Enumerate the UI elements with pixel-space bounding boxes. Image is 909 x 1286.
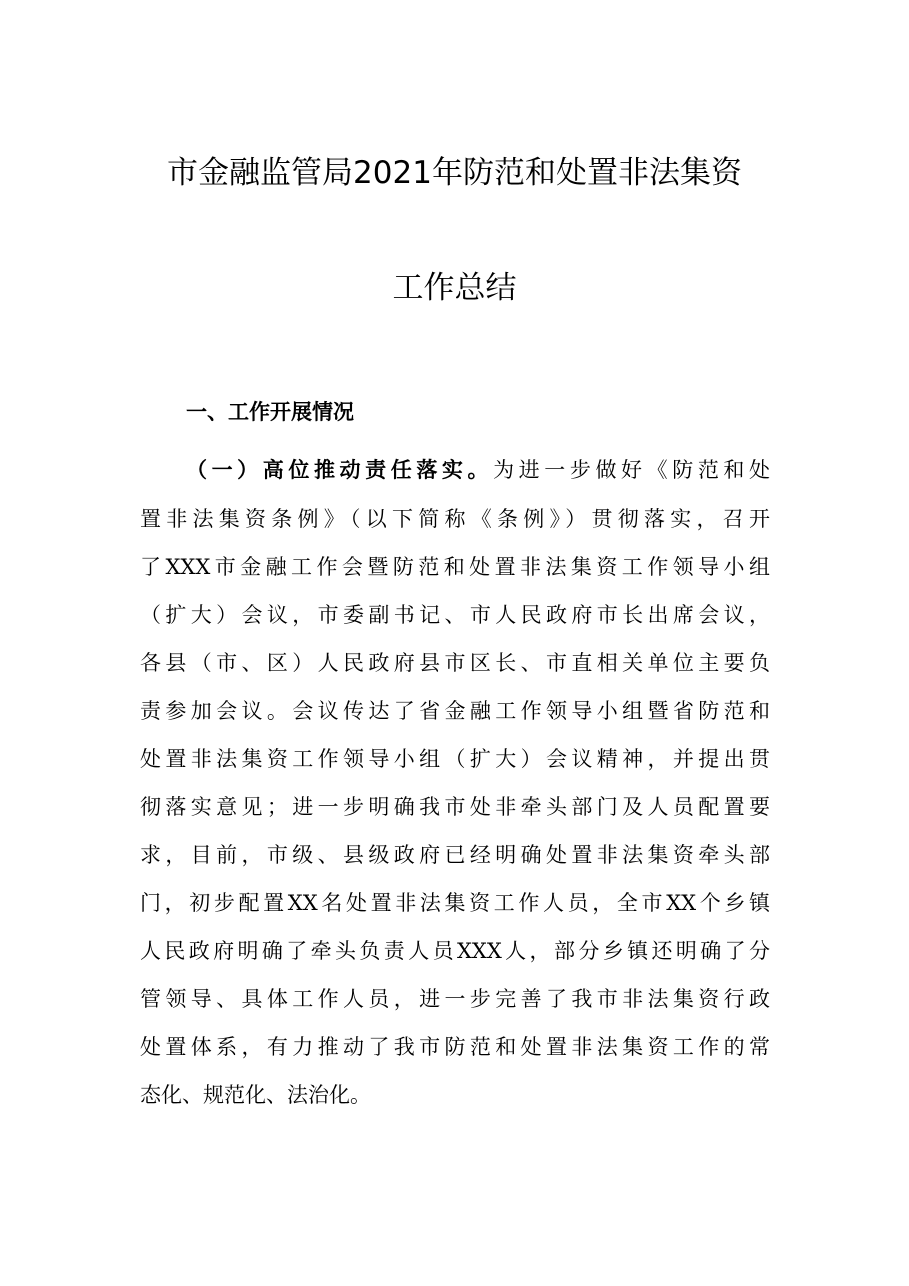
paragraph-line: 彻落实意见；进一步明确我市处非牵头部门及人员配置要 bbox=[140, 795, 770, 819]
paragraph-lead: （一）高位推动责任落实。 bbox=[186, 458, 494, 482]
paragraph-line: 责参加会议。会议传达了省金融工作领导小组暨省防范和 bbox=[140, 699, 770, 723]
paragraph-line: 管领导、具体工作人员，进一步完善了我市非法集资行政 bbox=[140, 987, 770, 1011]
paragraph-line: 了XXX市金融工作会暨防范和处置非法集资工作领导小组 bbox=[140, 555, 770, 579]
paragraph-line: 各县（市、区）人民政府县市区长、市直相关单位主要负 bbox=[140, 651, 770, 675]
section-heading: 一、工作开展情况 bbox=[186, 400, 354, 424]
paragraph-line: 置非法集资条例》（以下简称《条例》）贯彻落实，召开 bbox=[140, 507, 770, 531]
paragraph-line: 处置体系，有力推动了我市防范和处置非法集资工作的常 bbox=[140, 1035, 770, 1059]
paragraph-line-text: 为进一步做好《防范和处 bbox=[493, 458, 771, 482]
paragraph-line: 态化、规范化、法治化。 bbox=[140, 1083, 371, 1107]
paragraph-line: 人民政府明确了牵头负责人员XXX人，部分乡镇还明确了分 bbox=[140, 939, 770, 963]
paragraph-line: 处置非法集资工作领导小组（扩大）会议精神，并提出贯 bbox=[140, 747, 770, 771]
paragraph-line: 门，初步配置XX名处置非法集资工作人员，全市XX个乡镇 bbox=[140, 891, 770, 915]
paragraph-line: （扩大）会议，市委副书记、市人民政府市长出席会议， bbox=[140, 603, 770, 627]
paragraph-line bbox=[186, 455, 770, 485]
paragraph-line: 求，目前，市级、县级政府已经明确处置非法集资牵头部 bbox=[140, 843, 770, 867]
document-title-line-2: 工作总结 bbox=[392, 270, 517, 306]
document-title-line-1: 市金融监管局2021年防范和处置非法集资 bbox=[167, 155, 742, 191]
